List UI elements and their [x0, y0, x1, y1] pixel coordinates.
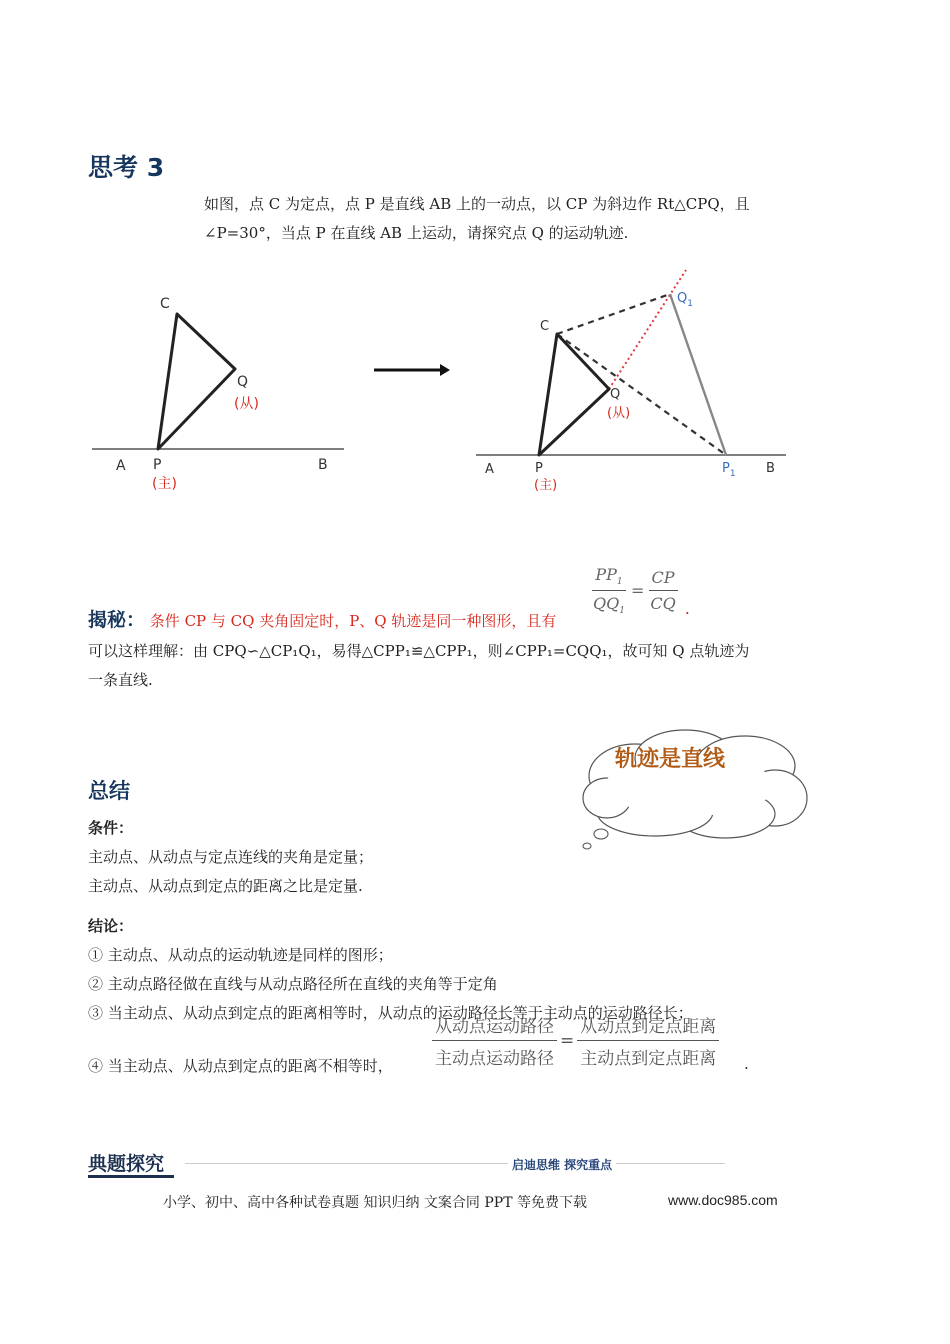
dashed-cq1 [557, 294, 670, 334]
conclusion-item-4: ④ 当主动点、从动点到定点的距离不相等时， [88, 1057, 393, 1075]
problem-line-2: ∠P=30°，当点 P 在直线 AB 上运动，请探究点 Q 的运动轨迹. [204, 224, 629, 242]
ratio-pp1-qq1: $\frac{PP_1}{QQ_1}$ [593, 564, 625, 617]
summary-conditions [88, 814, 888, 901]
label-p1: $P_1$ [722, 461, 736, 479]
reveal-label: 揭秘： [88, 609, 146, 631]
reveal-statement: 条件 CP 与 CQ 夹角固定时，P、Q 轨迹是同一种图形，且有 [149, 612, 557, 630]
ratio-equals: = [630, 581, 645, 600]
ratio-cp-cq: $\frac{CP}{CQ}$ [650, 568, 676, 613]
triangle-cpq-right [539, 334, 609, 455]
conclusion-label: 结论： [88, 917, 134, 935]
label-c: C [160, 296, 170, 312]
ratio-path: $\frac{\text{从动点运动路径}}{\text{主动点运动路径}}$ [432, 1012, 557, 1069]
label-p-role: (主) [152, 476, 177, 492]
ratio-period: . [684, 599, 690, 618]
label-q1: $Q_1$ [677, 291, 693, 309]
ratio-distance: $\frac{\text{从动点到定点距离}}{\text{主动点到定点距离}}$ [577, 1012, 719, 1069]
arrow-right-icon [370, 360, 454, 380]
label-p: P [153, 457, 162, 473]
summary-conclusions [88, 912, 888, 1028]
conclusion-equals: = [560, 1030, 575, 1051]
cloud-text: 轨迹是直线 [615, 747, 726, 772]
footer-ad: 小学、初中、高中各种试卷真题 知识归纳 文案合同 PPT 等免费下载 [163, 1195, 587, 1211]
reveal-explanation [88, 637, 888, 695]
label-q-right: Q [610, 387, 621, 402]
label-q-role: (从) [234, 396, 259, 412]
reveal-line [88, 605, 556, 632]
label-a-right: A [485, 462, 494, 477]
figure-left [80, 280, 360, 500]
section-heading-think: 思考 3 [88, 153, 165, 182]
locus-line-q [609, 270, 686, 389]
conclusion-item-3: ③ 当主动点、从动点到定点的距离相等时，从动点的运动路径长等于主动点的运动路径长； [88, 1004, 693, 1022]
footer-title-underline [88, 1175, 174, 1178]
conditions-label: 条件： [88, 819, 134, 837]
section-heading-summary: 总结 [88, 779, 130, 803]
reveal-ratio [590, 563, 690, 618]
dashed-cp1 [557, 334, 726, 455]
label-q: Q [237, 374, 249, 390]
label-q-role-right: (从) [607, 406, 631, 421]
footer-divider [185, 1163, 725, 1164]
condition-2: 主动点、从动点到定点的距离之比是定量. [88, 877, 363, 895]
figure-right [470, 265, 800, 500]
segment-q1p1 [670, 294, 726, 455]
conclusion-item-2: ② 主动点路径做在直线与从动点路径所在直线的夹角等于定角 [88, 975, 498, 993]
condition-1: 主动点、从动点与定点连线的夹角是定量； [88, 848, 374, 866]
footer-section-title: 典题探究 [88, 1153, 165, 1175]
footer-site-link[interactable]: www.doc985.com [668, 1192, 778, 1208]
footer-tagline: 启迪思维 探究重点 [508, 1156, 616, 1173]
conclusion-ratio [432, 1012, 719, 1069]
label-b: B [318, 457, 328, 473]
label-p-right: P [535, 461, 543, 476]
conclusion-item-1: ① 主动点、从动点的运动轨迹是同样的图形； [88, 946, 393, 964]
problem-line-1: 如图，点 C 为定点，点 P 是直线 AB 上的一动点，以 CP 为斜边作 Rt△CPQ，且 [204, 195, 750, 213]
triangle-cpq [158, 314, 235, 449]
explain-line-2: 一条直线. [88, 671, 153, 689]
label-a: A [116, 458, 126, 474]
explain-line-1: 可以这样理解：由 CPQ∽△CP₁Q₁，易得△CPP₁≌△CPP₁，则∠CPP₁=CQQ₁，故可知 Q 点轨迹为 [88, 642, 750, 660]
problem-statement [204, 190, 804, 248]
label-b-right: B [766, 461, 775, 476]
conclusion-item-4-end: . [744, 1055, 749, 1073]
label-p-role-right: (主) [534, 478, 558, 493]
label-c-right: C [540, 319, 550, 334]
